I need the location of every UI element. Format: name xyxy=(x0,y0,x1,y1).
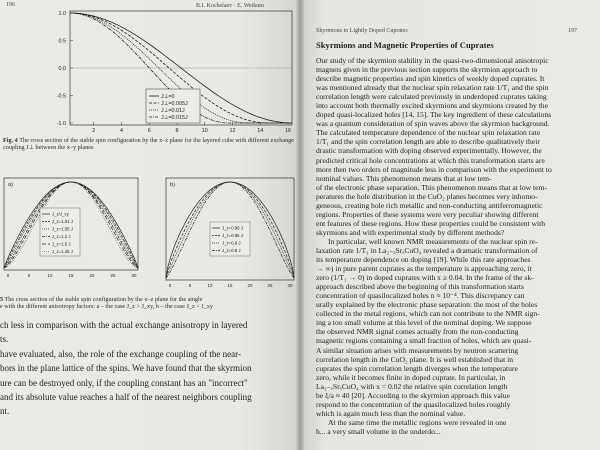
p2-line: zero, while it becomes finite in doped cuprate. In particular, in xyxy=(316,372,506,382)
fig5b-legend-entry-4: J_z=0.8 J xyxy=(222,248,241,253)
p1-line: Our study of the skyrmion stability in the quasi-two-dimensional anisotropic xyxy=(316,56,549,65)
fig5a-legend-entry-2: J_z=1.01 J xyxy=(52,219,73,224)
fig5b-xtick-label: 30 xyxy=(287,283,293,288)
fig5b-xtick-label: 15 xyxy=(227,283,233,288)
right-page xyxy=(300,0,600,450)
p1-line: more then two orders of magnitude less in comparison with the experiment to xyxy=(316,164,552,174)
p1-line: The calculated temperature dependence of the nuclear spin relaxation rate xyxy=(316,128,541,138)
p2-line: La₂₋ₓSrₓCuO₄ with x = 0.02 the relative spin correlation length xyxy=(316,381,508,391)
p2-line: urally explained by the electronic phase separation: the most of the holes xyxy=(316,300,538,310)
left-body-line: ts. xyxy=(0,334,9,345)
fig5a-legend-entry-6: J_z=1.45 J xyxy=(52,249,73,254)
left-body-line: nt. xyxy=(0,406,10,417)
p2-line: the observed NMR signal comes actually from the non-conducting xyxy=(316,327,519,337)
p2-line: cuprates the spin correlation length diverges when the temperature xyxy=(316,363,518,373)
figure-5-caption-line-1: The cross section of the stable spin configuration by the x–z plane for the single xyxy=(4,296,203,303)
figure-4-caption-label: Fig. 4 xyxy=(3,137,18,144)
figure-5-ticks xyxy=(7,273,293,288)
p2-line: approach described above the beginning of this transformation starts xyxy=(316,282,524,292)
p1-line: correlation length were calculated previously in underdoped cuprates taking xyxy=(316,92,547,102)
fig5b-legend-entry-2: J_z=0.95 J xyxy=(222,233,243,238)
p1-line: describe magnetic properties and spin kinetics of weekly doped cuprates. It xyxy=(316,74,545,84)
fig4-xtick-label: 2 xyxy=(92,128,96,134)
p2-line: collected in the metal regions, which can not contribute to the NMR sign- xyxy=(316,309,540,319)
fig5b-xtick-label: 25 xyxy=(267,283,273,288)
fig4-ytick-label: -1.0 xyxy=(56,121,66,127)
fig4-xtick-label: 10 xyxy=(201,128,208,134)
fig5b-xtick-label: 5 xyxy=(188,283,192,288)
fig5b-legend-entry-3: J_z=0.9 J xyxy=(222,240,241,246)
p2-line: its temperature dependence on doping [19]. While this rate approaches xyxy=(316,255,531,265)
fig5a-xtick-label: 0 xyxy=(6,273,10,278)
left-body-line: bors in the plane lattice of the spins. We have found that the skyrmion xyxy=(0,363,252,374)
fig5a-legend-entry-4: J_z=1.2 J xyxy=(52,234,71,239)
p2-line: concentration of quasilocalized holes n ≈ 10⁻⁴. This discrepancy can xyxy=(316,291,525,301)
fig4-xtick-label: 12 xyxy=(229,128,236,134)
figure-5a-legend xyxy=(40,208,80,256)
p2-line: be ξ/a ≈ 40 [20]. According to the skyrmion approach this value xyxy=(316,390,510,400)
fig4-ytick-label: 0.5 xyxy=(58,38,66,45)
left-body-text xyxy=(0,318,290,419)
left-body-line: and its absolute value reaches a half of the nearest neighbors coupling xyxy=(0,392,252,403)
figure-4-plot xyxy=(36,7,298,135)
p1-line: regions. Properties of these systems were very peculiar showing different xyxy=(316,209,539,219)
fig4-ytick-label: 0.0 xyxy=(58,66,66,72)
fig5b-xtick-label: 10 xyxy=(207,283,213,288)
fig5b-xtick-label: 0 xyxy=(168,283,172,288)
right-body-text xyxy=(316,56,598,436)
figure-5-caption-label: 5 xyxy=(0,296,4,303)
p2-line: In particular, well known NMR measurements of the nuclear spin re- xyxy=(328,236,538,246)
right-page-number: 197 xyxy=(568,28,577,34)
p1-line: predicted critical hole concentrations at which this transformation starts are xyxy=(316,155,545,165)
figure-5-plots xyxy=(0,170,298,290)
right-running-head: Skyrmions in Lightly Doped Cuprates xyxy=(316,28,408,34)
fig4-xtick-label: 14 xyxy=(257,128,264,134)
p1-line: into account both thermally excited skyrmions and skyrmions created by the xyxy=(316,101,548,111)
figure-4-legend xyxy=(146,89,200,123)
fig4-legend-entry-4: J⊥=0.015J xyxy=(161,115,188,121)
figure-5-caption-line-2: e with the different anisotropy factors: a – the case J_z > J_xy, b – the case J_z < J_xy xyxy=(0,303,213,311)
p2-line: which is again much less than the nominal value. xyxy=(316,408,466,418)
fig4-xtick-label: 6 xyxy=(147,128,151,134)
p2-line: zero (1/T₁ → 0) in doped cuprates with x ≥ 0.04. In the frame of the sk- xyxy=(316,273,534,283)
p2-line: A similar situation arises with measurements by neutron scattering xyxy=(316,345,519,355)
fig5a-legend-entry-5: J_z=1.5 J xyxy=(52,241,71,247)
left-body-line: ure can be destroyed only, if the coupling constant has an "incorrect" xyxy=(0,377,248,388)
fig5a-xtick-label: 10 xyxy=(47,273,53,278)
fig5-panel-b-label: b) xyxy=(170,182,175,188)
fig5b-legend-entry-1: J_z=0.99 J xyxy=(222,225,243,231)
fig4-legend-entry-3: J⊥=0.01J xyxy=(161,108,185,114)
p2-line: laxation rate 1/T₁ in La₂₋ₓSrₓCuO₄ revealed a dramatic transformation of xyxy=(316,245,538,255)
fig4-legend-entry-1: J⊥=0 xyxy=(161,94,175,100)
fig4-xtick-label: 16 xyxy=(285,128,291,134)
p1-line: was a quantum consideration of spin waves above the skyrmion background. xyxy=(316,119,550,129)
fig5a-xtick-label: 20 xyxy=(89,273,95,278)
fig5b-xtick-label: 20 xyxy=(247,283,253,288)
p1-line: nominal values. This phenomenon means that at low tem- xyxy=(316,173,492,183)
p1-line: drastic transformation with doping observed experimentally. However, the xyxy=(316,146,542,156)
p2-line: ing a too small volume at this level of the nominal doping. We suppose xyxy=(316,318,532,328)
p2-line: magnetic regions containing a small fraction of holes, which are quasi- xyxy=(316,336,532,346)
p1-line: geneous, creating hole rich metallic and non-conducting antiferromagnetic xyxy=(316,200,543,210)
figure-4-caption-text: The cross section of the stable spin configuration by the x–z plane for the layered cube with different exchange coupling J⊥ between the x–y planes xyxy=(3,137,295,152)
fig5a-legend-entry-3: J_z=1.05 J xyxy=(52,226,73,232)
paragraph-3 xyxy=(316,418,598,436)
fig5a-legend-entry-1: J_z/J_xy xyxy=(52,211,69,217)
left-running-head: B.I. Kochelaev · E. Weikum xyxy=(196,3,264,9)
p2-line: respond to the concentration of the quasilocalized holes roughly xyxy=(316,399,511,409)
fig5a-xtick-label: 25 xyxy=(110,273,116,278)
paragraph-2 xyxy=(316,237,598,418)
p1-line: ent features of these regions. How these properties could be consistent with xyxy=(316,218,546,228)
p1-line: skyrmions and with experimental study by different methods? xyxy=(316,227,505,237)
p3-line: h... a very small volume in the underdo... xyxy=(316,426,441,436)
left-body-line: have evaluated, also, the role of the exchange coupling of the near- xyxy=(0,348,241,359)
left-page-number: 196 xyxy=(6,2,15,8)
section-heading: Skyrmions and Magnetic Properties of Cuprates xyxy=(316,40,494,50)
p3-line: At the same time the metallic regions were revealed in one xyxy=(328,417,507,427)
fig4-xtick-label: 8 xyxy=(175,128,179,134)
figure-4-caption xyxy=(3,137,295,151)
fig5a-xtick-label: 30 xyxy=(131,273,137,278)
fig4-legend-entry-2: J⊥=0.005J xyxy=(161,101,188,107)
book-gutter xyxy=(296,0,304,450)
fig5a-xtick-label: 15 xyxy=(68,273,74,278)
fig5a-xtick-label: 5 xyxy=(27,273,31,278)
p1-line: was mentioned already that the nuclear spin relaxation rate 1/T₁ and the spin xyxy=(316,83,549,93)
fig4-ytick-label: 1.0 xyxy=(58,11,66,17)
figure-5b-legend xyxy=(210,222,250,256)
p1-line: doped quasi-localized holes [14, 15]. The key ingredient of these calculations xyxy=(316,110,552,120)
fig4-xtick-label: 4 xyxy=(120,128,123,134)
fig4-ytick-label: -0.5 xyxy=(56,93,66,100)
paragraph-1 xyxy=(316,56,598,237)
p2-line: correlation length in the CuO₂ plane. It is well established that in xyxy=(316,354,514,364)
p1-line: of the electronic phase separation. This phenomenon means that at low tem- xyxy=(316,182,547,192)
p1-line: 1/T₁ and the spin correlation length are able to describe qualitatively their xyxy=(316,137,540,147)
p1-line: peratures the hole distribution in the CuO₂ planes becomes very inhomo- xyxy=(316,191,538,201)
p2-line: → ∞) in pure parent cuprates as the temperature is approaching zero, it xyxy=(316,264,532,274)
left-body-line: ch less in comparison with the actual exchange anisotropy in layered xyxy=(0,320,248,330)
p1-line: magnets given in the previous section supports the skyrmion approach to xyxy=(316,65,538,75)
fig5-panel-a-label: a) xyxy=(8,182,13,188)
figure-5-caption xyxy=(0,296,292,310)
